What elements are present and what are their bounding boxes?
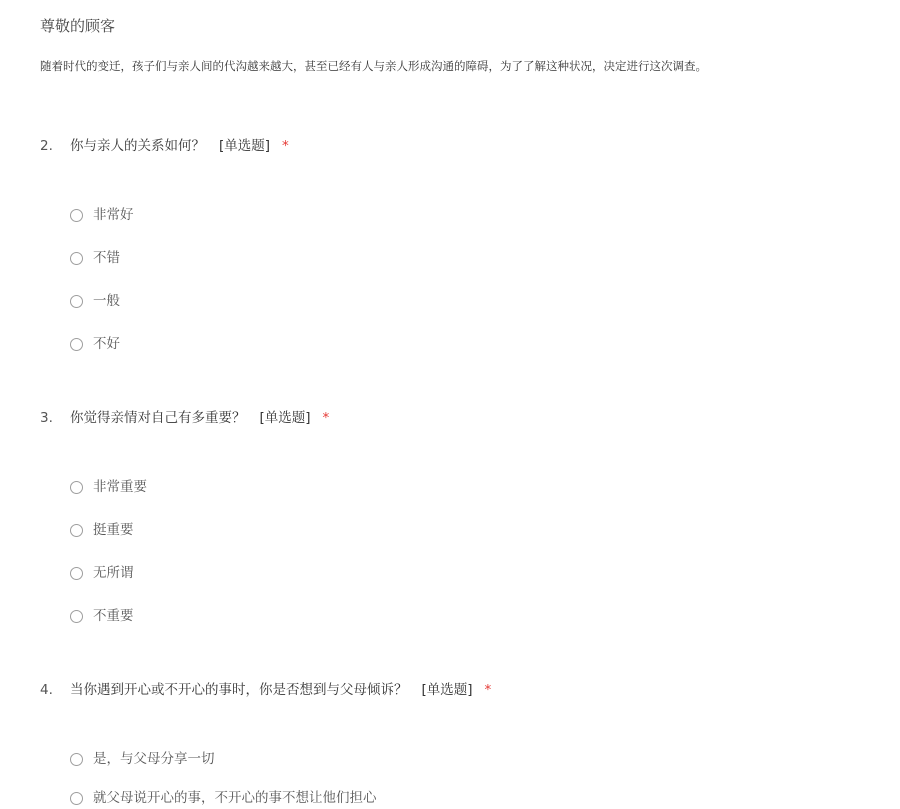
question-number: 2. (40, 138, 53, 154)
question-number: 3. (40, 410, 53, 426)
radio-button[interactable] (70, 481, 83, 494)
option-label: 是，与父母分享一切 (93, 751, 215, 767)
option-label: 一般 (93, 293, 120, 309)
question-text: 你觉得亲情对自己有多重要？ (70, 410, 246, 426)
option-label: 非常好 (93, 207, 134, 223)
option-radio[interactable] (70, 787, 377, 809)
radio-button[interactable] (70, 524, 83, 537)
question-title (40, 679, 491, 701)
question-type-tag: [单选题] (219, 138, 271, 154)
option-radio[interactable] (70, 748, 215, 770)
question-text: 当你遇到开心或不开心的事时，你是否想到与父母倾诉？ (70, 682, 408, 698)
question-type-tag: [单选题] (259, 410, 311, 426)
option-label: 挺重要 (93, 522, 134, 538)
required-marker: * (322, 410, 330, 426)
option-label: 不好 (93, 336, 120, 352)
option-radio[interactable] (70, 247, 120, 269)
question-number: 4. (40, 682, 53, 698)
question-type-tag: [单选题] (421, 682, 473, 698)
radio-button[interactable] (70, 567, 83, 580)
option-label: 不错 (93, 250, 120, 266)
option-radio[interactable] (70, 519, 134, 541)
option-radio[interactable] (70, 605, 134, 627)
radio-button[interactable] (70, 209, 83, 222)
required-marker: * (282, 138, 289, 154)
option-radio[interactable] (70, 476, 147, 498)
option-radio[interactable] (70, 562, 134, 584)
option-label: 不重要 (93, 608, 134, 624)
option-radio[interactable] (70, 204, 134, 226)
radio-button[interactable] (70, 610, 83, 623)
question-text: 你与亲人的关系如何？ (70, 138, 205, 154)
survey-greeting: 尊敬的顾客 (40, 17, 116, 35)
radio-button[interactable] (70, 252, 83, 265)
required-marker: * (484, 682, 492, 698)
question-title (40, 135, 289, 157)
option-radio[interactable] (70, 333, 120, 355)
option-label: 非常重要 (93, 479, 147, 495)
option-label: 无所谓 (93, 565, 134, 581)
radio-button[interactable] (70, 295, 83, 308)
survey-intro: 随着时代的变迁，孩子们与亲人间的代沟越来越大，甚至已经有人与亲人形成沟通的障碍，为了了解这种状况，决定进行这次调查。 (40, 59, 707, 73)
option-radio[interactable] (70, 290, 120, 312)
radio-button[interactable] (70, 338, 83, 351)
radio-button[interactable] (70, 753, 83, 766)
option-label: 就父母说开心的事，不开心的事不想让他们担心 (93, 790, 377, 806)
question-title (40, 407, 329, 429)
radio-button[interactable] (70, 792, 83, 805)
